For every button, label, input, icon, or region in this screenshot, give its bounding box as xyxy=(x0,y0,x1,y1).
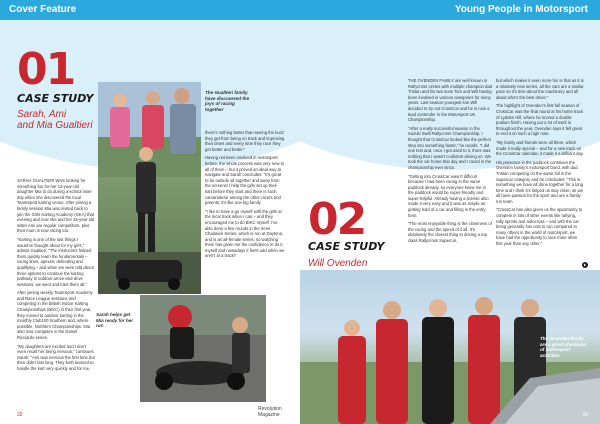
right-body-column-2 xyxy=(496,78,584,254)
right-col2-paragraph: "CrossCar has also given us the opportunity to compete in lots of other events like rallying, rally sprints and autocross – and with the car being generally low cost to run compared to many others in the world of motorsport, we have had the opportunity to race more often this year than any other." xyxy=(496,207,583,247)
left-section-title: Cover Feature xyxy=(9,4,77,15)
kart-track-photo xyxy=(140,295,266,402)
right-col2-paragraph: but which makes it even more fun is that as it is a relatively new series, all the cars are a similar pace so it's less about the machinery and all about who's the best driver." xyxy=(496,78,584,100)
right-col2-paragraph: The highlight of Ovenden's first full season of CrossCar was the final round at his home track of Lydden Hill, where he scored a double podium finish. Having put a lot of work in throughout the year, Ovenden says it felt great to end it on such a high note. xyxy=(496,103,584,137)
right-col2-paragraph: His presence in the paddock continues the Ovenden family's motorsport bond, with dad Tristan competing on the same bill in the Supercar category and he concludes: "This is something we have all done together for a long time and I think it's helped us stay close, as we all have passion for the sport and are a family-run team. xyxy=(496,159,584,204)
left-col1-paragraph: After joining weekly TeamSport Academy and Race League sessions and competing in the British Indoor Karting Championships (BIKC) in their first year, they moved to outdoor karting in the monthly Club100 Southern and, where possible, Northern Championships. Mia also now competes in the Daniel Ricciardo series. xyxy=(17,290,93,341)
case-study-label-right: CASE STUDY xyxy=(308,240,385,253)
left-col1-paragraph: "My daughters are excited and I don't even recall her being nervous," continues Sarah. "Ami was nervous the first time but then didn't last long. They both learned to handle the kart very quickly and for me, xyxy=(17,343,95,371)
magazine-name: Revolution Magazine xyxy=(258,406,282,418)
case-study-name-will: Will Ovenden xyxy=(308,258,368,269)
case-study-number-01: 01 xyxy=(17,44,75,95)
left-col2-paragraph: "I like to have a go myself with the girls at the local track when I can – and they encouraged me to do BIKC myself. I've also done a few rounds in the Irene Chadwick Series, which is run at Daytona and is an all-female series, so watching them has given me the confidence to do it myself and nowadays it feels odd when we aren't at a track!" xyxy=(205,208,285,259)
kart-photo-caption: Sarah helps get Mia ready for her run xyxy=(96,312,134,329)
left-col2-paragraph: there's nothing better than seeing the buzz they get from being on track and improving their times and every time they race they get better and better." xyxy=(205,130,285,152)
kart-photo-illustration xyxy=(140,295,266,402)
end-arrow-icon xyxy=(582,262,588,268)
right-page xyxy=(300,0,600,424)
left-col1-paragraph: SARAH GUALTIERI WAS looking for something fun for her 12-year-old daughter Mia to do during a school inset day when she discovered the local TeamSport karting venue. After joining a family session Mia was invited back to join the Girls Karting Academy (GKA) that evening and now she and her 15-year-old sister Ami are regular competitors, plus their mum is now racing too. xyxy=(17,178,95,234)
case-study-names xyxy=(17,109,93,131)
right-section-title: Young People in Motorsport xyxy=(454,4,588,15)
right-col2-paragraph: "My family and friends were all there, which made it really special – and for a new track on the CrossCar calendar, it made it a brilliant day. xyxy=(496,139,584,157)
names-line-2: and Mia Gualtieri xyxy=(17,120,93,131)
left-col2-paragraph: Having not been involved in motorsport before, the whole process was very new to all of them – but it proved an ideal way to navigate and Sarah concludes: "It's great to be outside all together and away from the screens! I help the girls set up their kart before they start and there is such camaraderie among the other racers and parents; it's like one big family. xyxy=(205,155,285,206)
left-body-column-2 xyxy=(205,130,285,290)
right-page-number: 33 xyxy=(582,412,588,418)
left-page-number: 32 xyxy=(17,412,23,418)
left-col1-paragraph: "Karting is one of the last things I would've thought about for my girls," admits Gualtieri. "The instructors helped them quickly learn the fundamentals – racing lines, apexes, defending and qualifying – and when we were told about three options to continue the karting pathway in outdoor arrive-and-drive sessions, we went and tried them all." xyxy=(17,236,94,287)
names-line-1: Sarah, Ami xyxy=(17,109,67,120)
team-photo-caption: The Ovenden family are a great champion of motorsport activities xyxy=(540,336,587,358)
right-col1-paragraph: "Getting into CrossCar wasn't difficult because I had been racing in the same paddock already, so everyone knew me in the paddock would be super-friendly and super-helpful. Already having a license also made it very easy and it was as simple as getting hold of a car and filling in the entry form. xyxy=(408,173,489,218)
family-photo-illustration xyxy=(98,82,201,294)
right-col1-paragraph: THE OVENDEN FAMILY are well known in Rallycross circles with multiple champion dad Tristan and his two sons Tom and Will having been involved in various categories for many years. Last season youngest son Will decided to try out CrossCar and he is now a lead contender in the Motorsport UK Championship. xyxy=(408,78,492,123)
right-col1-paragraph: "The most enjoyable thing is the closeness of the racing and the speed of it all. It's absolutely the closest thing to driving a top class Rallycross Supercar, xyxy=(408,221,492,244)
right-col1-paragraph: "After a really successful season in the Suzuki Swift Rallycross Championship, I thought that CrossCar looked like the perfect step into something faster," he recalls. "I did one test and, once I got used to it, there was nothing that I wasn't confident driving on. We took the car home that day and I raced in the championship ever since. xyxy=(408,125,492,170)
case-study-number-02: 02 xyxy=(308,194,366,245)
family-photo-caption: The Gualtieri family have discovered the joys of racing together xyxy=(205,90,250,112)
right-body-column-1 xyxy=(408,78,492,254)
case-study-label-left: CASE STUDY xyxy=(17,92,94,105)
gualtieri-family-photo xyxy=(98,82,201,294)
left-body-column-1 xyxy=(17,178,95,408)
